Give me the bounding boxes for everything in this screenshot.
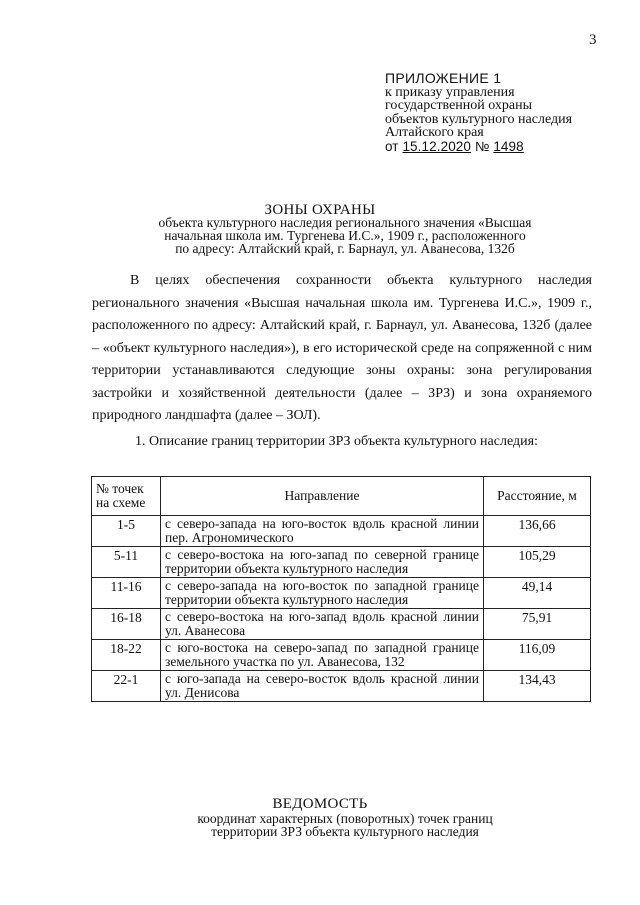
table-row xyxy=(92,609,591,640)
zones-subtitle-line: по адресу: Алтайский край, г. Барнаул, ул. Аванесова, 132б xyxy=(175,241,515,256)
cell-points: 5-11 xyxy=(92,547,161,578)
header-distance: Расстояние, м xyxy=(484,477,591,516)
appendix-title: ПРИЛОЖЕНИЕ 1 xyxy=(385,70,502,86)
order-line xyxy=(385,140,625,154)
cell-distance: 49,14 xyxy=(484,578,591,609)
cell-points: 18-22 xyxy=(92,640,161,671)
statement-subtitle-line: территории ЗРЗ объекта культурного наследия xyxy=(211,824,479,839)
cell-distance: 116,09 xyxy=(484,640,591,671)
cell-points: 16-18 xyxy=(92,609,161,640)
cell-direction: с северо-запада на юго-восток вдоль красной линии пер. Агрономического xyxy=(161,516,484,547)
zones-subtitle-line: объекта культурного наследия регионального значения «Высшая xyxy=(158,215,532,230)
cell-points: 1-5 xyxy=(92,516,161,547)
statement-subtitle xyxy=(100,812,590,838)
cell-direction: с северо-запада на юго-восток по западной границе территории объекта культурного наследия xyxy=(161,578,484,609)
cell-direction: с северо-востока на юго-запад вдоль красной линии ул. Аванесова xyxy=(161,609,484,640)
table-row xyxy=(92,671,591,702)
cell-direction: с юго-востока на северо-запад по западной границе земельного участка по ул. Аванесова, 132 xyxy=(161,640,484,671)
cell-points: 22-1 xyxy=(92,671,161,702)
cell-distance: 75,91 xyxy=(484,609,591,640)
statement-subtitle-line: координат характерных (поворотных) точек границ xyxy=(197,811,493,826)
appendix-block xyxy=(385,72,625,153)
statement-title: ВЕДОМОСТЬ xyxy=(272,796,368,812)
order-date: 15.12.2020 xyxy=(402,138,472,154)
intro-paragraph: В целях обеспечения сохранности объекта культурного наследия регионального значения «Высшая начальная школа им. Тургенева И.С.», 1909 г., расположенного по адресу: Алтайский край, г. Барнаул, ул. Аванесова, 132б (далее – «объект культурного наследия»), в его исторической среде на сопряженной с ним территории устанавливаются следующие зоны охраны: зона регулирования застройки и хозяйственной деятельности (далее – ЗРЗ) и зона охраняемого природного ландшафта (далее – ЗОЛ). xyxy=(92,273,592,423)
cell-direction: с юго-запада на северо-восток вдоль красной линии ул. Денисова xyxy=(161,671,484,702)
order-prefix: от xyxy=(385,138,403,154)
section-heading: 1. Описание границ территории ЗРЗ объекта культурного наследия: xyxy=(135,434,538,449)
header-direction: Направление xyxy=(161,477,484,516)
boundary-table xyxy=(91,476,591,702)
table-header-row xyxy=(92,477,591,516)
cell-distance: 105,29 xyxy=(484,547,591,578)
zones-subtitle xyxy=(100,216,590,255)
cell-points: 11-16 xyxy=(92,578,161,609)
order-number-prefix: № xyxy=(471,138,494,154)
appendix-line: объектов культурного наследия xyxy=(385,111,573,127)
page-number: 3 xyxy=(589,32,597,48)
appendix-line: Алтайского края xyxy=(385,125,484,140)
table-row xyxy=(92,547,591,578)
cell-distance: 134,43 xyxy=(484,671,591,702)
order-number: 1498 xyxy=(493,138,524,154)
zones-subtitle-line: начальная школа им. Тургенева И.С.», 1909 г., расположенного xyxy=(164,228,526,243)
table-row xyxy=(92,578,591,609)
header-points: № точек на схеме xyxy=(92,477,161,516)
table-row xyxy=(92,516,591,547)
cell-direction: с северо-востока на юго-запад по северной границе территории объекта культурного наследия xyxy=(161,547,484,578)
appendix-line: государственной охраны xyxy=(385,98,533,113)
zones-title: ЗОНЫ ОХРАНЫ xyxy=(264,202,376,218)
appendix-line: к приказу управления xyxy=(385,84,515,100)
table-row xyxy=(92,640,591,671)
cell-distance: 136,66 xyxy=(484,516,591,547)
